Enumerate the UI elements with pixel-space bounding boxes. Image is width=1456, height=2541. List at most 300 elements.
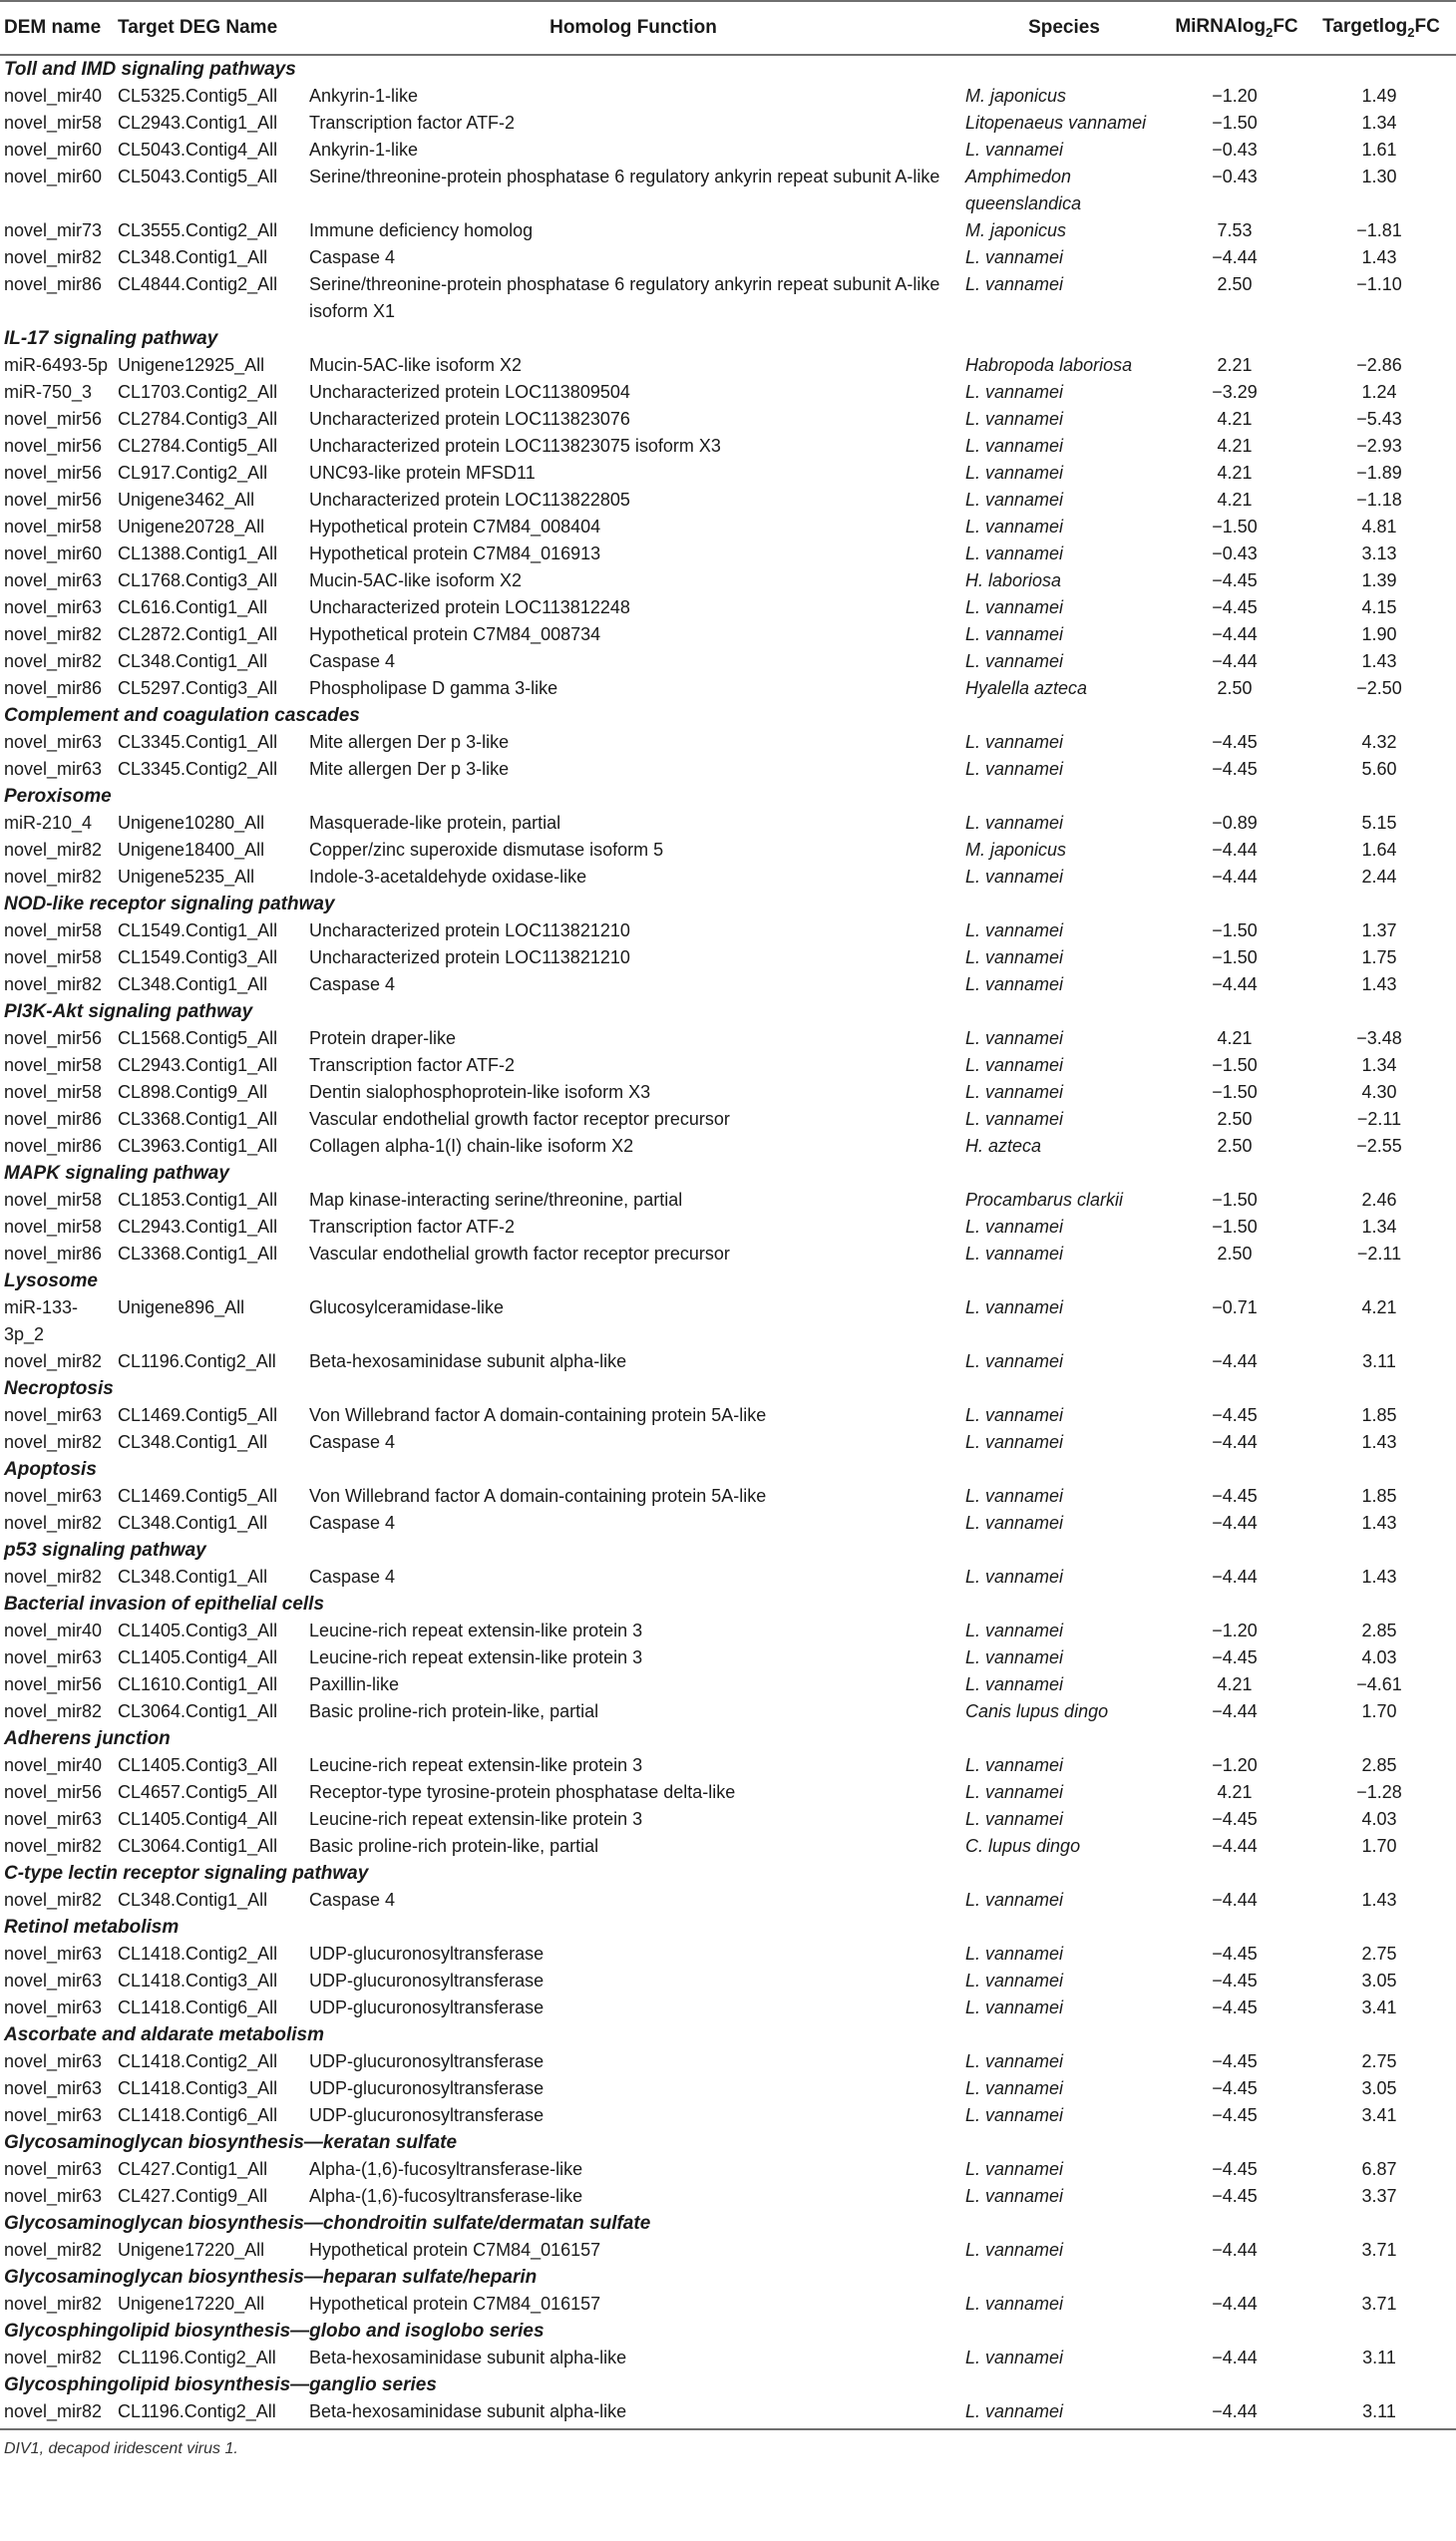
dem-name-cell: novel_mir56 [4, 490, 103, 510]
species-cell: L. vannamei [965, 2240, 1064, 2260]
target-deg-cell: CL348.Contig1_All [118, 1432, 268, 1452]
species-cell: L. vannamei [965, 1486, 1064, 1506]
target-log2fc-cell: 1.37 [1361, 920, 1397, 940]
table-row [0, 1618, 1456, 1644]
species-cell: L. vannamei [965, 2051, 1064, 2071]
section-title: Glycosaminoglycan biosynthesis—heparan sulfate/heparin [4, 2267, 538, 2288]
dem-name-cell: novel_mir58 [4, 920, 103, 940]
species-cell: L. vannamei [965, 651, 1064, 671]
mirna-log2fc-cell: −0.71 [1212, 1297, 1258, 1317]
table-row [0, 2102, 1456, 2129]
mirna-log2fc-cell: −4.44 [1212, 247, 1258, 267]
species-cell: L. vannamei [965, 1028, 1064, 1048]
target-deg-cell: CL4657.Contig5_All [118, 1782, 278, 1802]
dem-name-cell: novel_mir73 [4, 220, 103, 240]
target-deg-cell: Unigene18400_All [118, 840, 265, 860]
homolog-function-cell: Masquerade-like protein, partial [309, 813, 561, 833]
target-deg-cell: CL1196.Contig2_All [118, 1351, 276, 1371]
table-row [0, 1887, 1456, 1914]
dem-name-cell: novel_mir63 [4, 2078, 103, 2098]
mirna-log2fc-cell: 4.21 [1217, 1674, 1253, 1694]
mirna-log2fc-cell: −4.44 [1212, 1351, 1258, 1371]
target-log2fc-cell: 1.34 [1361, 1217, 1397, 1237]
mirna-log2fc-cell: −3.29 [1212, 382, 1258, 402]
homolog-function-cell: Indole-3-acetaldehyde oxidase-like [309, 867, 587, 887]
dem-name-cell: novel_mir63 [4, 597, 103, 617]
dem-name-cell: novel_mir56 [4, 1028, 103, 1048]
target-log2fc-cell: 1.85 [1361, 1486, 1397, 1506]
mirna-log2fc-cell: −4.44 [1212, 867, 1258, 887]
target-log2fc-cell: 3.37 [1361, 2186, 1397, 2206]
target-log2fc-cell: 1.90 [1361, 624, 1397, 644]
species-cell: L. vannamei [965, 463, 1064, 483]
species-cell: L. vannamei [965, 597, 1064, 617]
section-title: Ascorbate and aldarate metabolism [4, 2024, 324, 2045]
mirna-log2fc-cell: −4.44 [1212, 1513, 1258, 1533]
target-log2fc-cell: −2.50 [1356, 678, 1402, 698]
mirna-log2fc-cell: −4.45 [1212, 1647, 1258, 1667]
dem-name-cell: novel_mir63 [4, 2105, 103, 2125]
dem-name-cell: novel_mir63 [4, 732, 103, 752]
target-deg-cell: CL1196.Contig2_All [118, 2348, 276, 2367]
table-row [0, 971, 1456, 998]
dem-name-cell: novel_mir82 [4, 1432, 103, 1452]
section-title: Complement and coagulation cascades [4, 705, 360, 726]
section-title: Glycosphingolipid biosynthesis—ganglio series [4, 2374, 437, 2395]
target-log2fc-cell: −4.61 [1356, 1674, 1402, 1694]
species-cell: C. lupus dingo [965, 1836, 1081, 1856]
target-log2fc-cell: −2.55 [1356, 1136, 1402, 1156]
section-title: Toll and IMD signaling pathways [4, 59, 296, 80]
dem-name-cell: miR-6493-5p [4, 355, 109, 375]
target-deg-cell: CL348.Contig1_All [118, 651, 268, 671]
dem-name-cell: novel_mir82 [4, 1701, 103, 1721]
homolog-function-cell: Immune deficiency homolog [309, 220, 534, 240]
target-log2fc-cell: 3.05 [1361, 1971, 1397, 1991]
mirna-log2fc-cell: −4.45 [1212, 597, 1258, 617]
table-row [0, 944, 1456, 971]
mirna-log2fc-cell: −1.50 [1212, 947, 1258, 967]
target-deg-cell: CL1418.Contig6_All [118, 1997, 278, 2017]
species-cell: L. vannamei [965, 544, 1064, 563]
homolog-function-cell: UDP-glucuronosyltransferase [309, 1971, 545, 1991]
dem-name-cell: novel_mir82 [4, 1890, 103, 1910]
homolog-function-cell: Transcription factor ATF-2 [309, 1055, 516, 1075]
target-log2fc-cell: 4.03 [1361, 1647, 1397, 1667]
mirna-log2fc-cell: −4.45 [1212, 2051, 1258, 2071]
dem-name-cell: novel_mir60 [4, 140, 103, 160]
homolog-function-cell: Leucine-rich repeat extensin-like protein 3 [309, 1647, 643, 1667]
dem-name-cell: novel_mir60 [4, 544, 103, 563]
species-cell: L. vannamei [965, 1217, 1064, 1237]
section-header-row [0, 702, 1456, 729]
homolog-function-cell: Caspase 4 [309, 247, 396, 267]
table-row [0, 1995, 1456, 2021]
dem-name-cell: novel_mir60 [4, 167, 103, 186]
section-title: Necroptosis [4, 1378, 114, 1399]
table-row [0, 460, 1456, 487]
target-deg-cell: CL1418.Contig6_All [118, 2105, 278, 2125]
section-header-row [0, 2371, 1456, 2398]
target-log2fc-cell: 1.43 [1361, 1513, 1397, 1533]
target-log2fc-cell: −1.28 [1356, 1782, 1402, 1802]
target-deg-cell: CL898.Contig9_All [118, 1082, 268, 1102]
table-row [0, 1564, 1456, 1591]
section-title: IL-17 signaling pathway [4, 328, 218, 349]
species-cell: L. vannamei [965, 490, 1064, 510]
target-deg-cell: CL3064.Contig1_All [118, 1701, 278, 1721]
homolog-function-cell: Von Willebrand factor A domain-containing protein 5A-like [309, 1486, 767, 1506]
homolog-function-cell: Mite allergen Der p 3-like [309, 732, 510, 752]
homolog-function-cell: Ankyrin-1-like [309, 86, 419, 106]
homolog-function-cell: Uncharacterized protein LOC113812248 [309, 597, 630, 617]
mirna-log2fc-cell: 2.21 [1217, 355, 1253, 375]
homolog-function-cell: Mucin-5AC-like isoform X2 [309, 355, 523, 375]
mirna-log2fc-cell: −1.50 [1212, 920, 1258, 940]
table-row [0, 1968, 1456, 1995]
target-deg-cell: CL348.Contig1_All [118, 247, 268, 267]
homolog-function-cell: Caspase 4 [309, 1567, 396, 1587]
species-cell: L. vannamei [961, 2398, 1167, 2429]
dem-name-cell: miR-133-3p_2 [4, 1297, 79, 1344]
target-log2fc-cell: −5.43 [1356, 409, 1402, 429]
mirna-log2fc-cell: 2.50 [1217, 1109, 1253, 1129]
dem-name-cell: novel_mir86 [4, 274, 103, 294]
species-cell: L. vannamei [965, 1674, 1064, 1694]
dem-name-cell: novel_mir56 [4, 409, 103, 429]
dem-name-cell: novel_mir82 [4, 2294, 103, 2314]
table-row [0, 2398, 1456, 2429]
table-row [0, 137, 1456, 164]
target-deg-cell: CL2872.Contig1_All [118, 624, 278, 644]
table-row [0, 352, 1456, 379]
target-log2fc-cell: 1.43 [1361, 651, 1397, 671]
table-row [0, 1025, 1456, 1052]
target-log2fc-cell: 3.05 [1361, 2078, 1397, 2098]
species-cell: L. vannamei [965, 1405, 1064, 1425]
table-row [0, 1483, 1456, 1510]
mirna-log2fc-cell: −4.45 [1212, 1997, 1258, 2017]
target-deg-cell: Unigene17220_All [118, 2240, 265, 2260]
species-cell: L. vannamei [965, 1297, 1064, 1317]
table-row [0, 1294, 1456, 1348]
target-deg-cell: Unigene5235_All [118, 867, 255, 887]
table-body [0, 55, 1456, 2429]
target-deg-cell: CL1568.Contig5_All [118, 1028, 278, 1048]
dem-name-cell: novel_mir63 [4, 2051, 103, 2071]
mirna-log2fc-cell: −1.50 [1212, 1082, 1258, 1102]
target-log2fc-cell: 3.11 [1362, 2348, 1396, 2367]
table-row [0, 675, 1456, 702]
species-cell: M. japonicus [965, 220, 1067, 240]
mirna-log2fc-cell: −0.43 [1212, 544, 1258, 563]
mirna-log2fc-cell: −4.44 [1212, 1701, 1258, 1721]
section-header-row [0, 998, 1456, 1025]
target-deg-cell: CL3345.Contig2_All [118, 759, 278, 779]
species-cell: L. vannamei [965, 517, 1064, 537]
species-cell: L. vannamei [965, 2348, 1064, 2367]
target-deg-cell: CL1418.Contig3_All [118, 2078, 278, 2098]
species-cell: M. japonicus [965, 86, 1067, 106]
table-row [0, 1941, 1456, 1968]
target-log2fc-cell: 3.11 [1362, 1351, 1396, 1371]
target-deg-cell: CL348.Contig1_All [118, 1890, 268, 1910]
table-row [0, 2345, 1456, 2371]
species-cell: L. vannamei [965, 732, 1064, 752]
dem-name-cell: novel_mir58 [4, 113, 103, 133]
dem-name-cell: novel_mir86 [4, 1136, 103, 1156]
dem-name-cell: novel_mir86 [4, 1244, 103, 1264]
mirna-log2fc-cell: 2.50 [1217, 678, 1253, 698]
target-log2fc-cell: 2.85 [1361, 1621, 1397, 1640]
species-cell: L. vannamei [965, 1944, 1064, 1964]
species-cell: L. vannamei [965, 2105, 1064, 2125]
target-deg-cell: CL427.Contig9_All [118, 2186, 268, 2206]
species-cell: L. vannamei [965, 2294, 1064, 2314]
section-header-row [0, 1160, 1456, 1187]
target-deg-cell: CL1196.Contig2_All [114, 2398, 305, 2429]
species-cell: L. vannamei [965, 2186, 1064, 2206]
section-header-row [0, 1725, 1456, 1752]
target-log2fc-cell: 1.24 [1361, 382, 1397, 402]
target-log2fc-cell: 1.43 [1361, 1567, 1397, 1587]
table-row [0, 2237, 1456, 2264]
mirna-log2fc-cell: −4.45 [1212, 2186, 1258, 2206]
target-deg-cell: CL3963.Contig1_All [118, 1136, 278, 1156]
target-deg-cell: Unigene10280_All [118, 813, 265, 833]
table-row [0, 2048, 1456, 2075]
target-deg-cell: CL348.Contig1_All [118, 1567, 268, 1587]
target-deg-cell: CL1768.Contig3_All [118, 570, 278, 590]
species-cell: L. vannamei [965, 409, 1064, 429]
homolog-function-cell: UDP-glucuronosyltransferase [309, 1944, 545, 1964]
header-species: Species [961, 1, 1167, 55]
table-footnote: DIV1, decapod iridescent virus 1. [4, 2440, 238, 2457]
section-title: NOD-like receptor signaling pathway [4, 894, 335, 914]
section-header-row [0, 1456, 1456, 1483]
homolog-function-cell: Alpha-(1,6)-fucosyltransferase-like [309, 2159, 583, 2179]
mirna-log2fc-cell: −4.44 [1212, 1432, 1258, 1452]
homolog-function-cell: Caspase 4 [309, 1890, 396, 1910]
mirna-log2fc-cell: −4.45 [1212, 1809, 1258, 1829]
homolog-function-cell: Uncharacterized protein LOC113821210 [309, 947, 630, 967]
dem-name-cell: miR-750_3 [4, 382, 93, 402]
mirna-log2fc-cell: 2.50 [1217, 1244, 1253, 1264]
table-row [0, 837, 1456, 864]
species-cell: L. vannamei [965, 974, 1064, 994]
target-log2fc-cell: −1.18 [1356, 490, 1402, 510]
mirna-log2fc-cell: −1.20 [1212, 1755, 1258, 1775]
species-cell: L. vannamei [965, 1782, 1064, 1802]
table-row [0, 1348, 1456, 1375]
section-title: Glycosphingolipid biosynthesis—globo and isoglobo series [4, 2321, 545, 2342]
section-title: C-type lectin receptor signaling pathway [4, 1863, 369, 1884]
target-deg-cell: CL3345.Contig1_All [118, 732, 278, 752]
homolog-function-cell: Uncharacterized protein LOC113822805 [309, 490, 630, 510]
dem-name-cell: novel_mir58 [4, 517, 103, 537]
mirna-log2fc-cell: −4.45 [1212, 1486, 1258, 1506]
mirna-log2fc-cell: −4.44 [1212, 840, 1258, 860]
target-log2fc-cell: 3.11 [1306, 2398, 1456, 2429]
target-deg-cell: CL2784.Contig5_All [118, 436, 278, 456]
dem-name-cell: novel_mir86 [4, 1109, 103, 1129]
target-log2fc-cell: 2.46 [1361, 1190, 1397, 1210]
dem-name-cell: novel_mir63 [4, 570, 103, 590]
species-cell: H. azteca [965, 1136, 1042, 1156]
table-row [0, 2183, 1456, 2210]
homolog-function-cell: Beta-hexosaminidase subunit alpha-like [305, 2398, 961, 2429]
section-header-row [0, 1591, 1456, 1618]
target-log2fc-cell: 1.34 [1361, 1055, 1397, 1075]
mirna-log2fc-cell: −4.44 [1212, 1836, 1258, 1856]
species-cell: L. vannamei [965, 920, 1064, 940]
table-row [0, 1106, 1456, 1133]
species-cell: L. vannamei [965, 1567, 1064, 1587]
table-row [0, 514, 1456, 541]
target-log2fc-cell: 2.44 [1361, 867, 1397, 887]
target-deg-cell: Unigene3462_All [118, 490, 255, 510]
header-dem-name: DEM name [0, 1, 114, 55]
dem-name-cell: novel_mir40 [4, 86, 103, 106]
species-cell: L. vannamei [965, 1971, 1064, 1991]
table-row [0, 810, 1456, 837]
dem-name-cell: novel_mir82 [4, 867, 103, 887]
mirna-log2fc-cell: 4.21 [1217, 1028, 1253, 1048]
table-row [0, 1833, 1456, 1860]
species-cell: L. vannamei [965, 1997, 1064, 2017]
section-title: PI3K-Akt signaling pathway [4, 1001, 253, 1022]
target-log2fc-cell: 1.61 [1361, 140, 1397, 160]
table-row [0, 621, 1456, 648]
mirna-log2fc-cell: −1.50 [1212, 113, 1258, 133]
section-header-row [0, 2210, 1456, 2237]
mirna-log2fc-cell: −4.45 [1212, 759, 1258, 779]
homolog-function-cell: Protein draper-like [309, 1028, 457, 1048]
mirna-log2fc-cell: −1.50 [1212, 1217, 1258, 1237]
table-row [0, 1698, 1456, 1725]
homolog-function-cell: Copper/zinc superoxide dismutase isoform 5 [309, 840, 664, 860]
table-row [0, 2291, 1456, 2318]
target-deg-cell: CL1853.Contig1_All [118, 1190, 278, 1210]
species-cell: L. vannamei [965, 2159, 1064, 2179]
target-log2fc-cell: −2.93 [1356, 436, 1402, 456]
table-row [0, 1133, 1456, 1160]
homolog-function-cell: Caspase 4 [309, 1513, 396, 1533]
homolog-function-cell: Hypothetical protein C7M84_016157 [309, 2240, 601, 2260]
target-deg-cell: CL917.Contig2_All [118, 463, 268, 483]
homolog-function-cell: UNC93-like protein MFSD11 [309, 463, 536, 483]
target-log2fc-cell: 3.41 [1361, 1997, 1397, 2017]
homolog-function-cell: Beta-hexosaminidase subunit alpha-like [309, 1351, 627, 1371]
homolog-function-cell: Vascular endothelial growth factor receptor precursor [309, 1109, 730, 1129]
target-deg-cell: CL1418.Contig2_All [118, 2051, 278, 2071]
dem-name-cell: novel_mir63 [4, 2186, 103, 2206]
mirna-log2fc-cell: −4.45 [1212, 1971, 1258, 1991]
species-cell: L. vannamei [965, 140, 1064, 160]
mirna-log2fc-cell: −1.50 [1212, 1055, 1258, 1075]
target-log2fc-cell: 2.75 [1361, 1944, 1397, 1964]
table-row [0, 594, 1456, 621]
section-title: Retinol metabolism [4, 1917, 180, 1938]
dem-name-cell: novel_mir63 [4, 1647, 103, 1667]
dem-name-cell: novel_mir40 [4, 1755, 103, 1775]
mirna-log2fc-cell: −1.20 [1212, 86, 1258, 106]
target-log2fc-cell: 3.71 [1361, 2294, 1397, 2314]
homolog-function-cell: Caspase 4 [309, 1432, 396, 1452]
dem-name-cell: novel_mir82 [4, 1836, 103, 1856]
target-log2fc-cell: 4.21 [1361, 1297, 1397, 1317]
homolog-function-cell: Alpha-(1,6)-fucosyltransferase-like [309, 2186, 583, 2206]
homolog-function-cell: Receptor-type tyrosine-protein phosphatase delta-like [309, 1782, 736, 1802]
target-deg-cell: CL1405.Contig3_All [118, 1755, 278, 1775]
section-title: Glycosaminoglycan biosynthesis—chondroitin sulfate/dermatan sulfate [4, 2213, 651, 2234]
homolog-function-cell: Uncharacterized protein LOC113809504 [309, 382, 630, 402]
mirna-log2fc-cell: −0.43 [1212, 167, 1258, 186]
dem-name-cell: novel_mir82 [4, 840, 103, 860]
section-header-row [0, 325, 1456, 352]
mirna-log2fc-cell: −1.50 [1212, 1190, 1258, 1210]
homolog-function-cell: Basic proline-rich protein-like, partial [309, 1836, 599, 1856]
mirna-log2fc-cell: −4.44 [1212, 2240, 1258, 2260]
homolog-function-cell: Glucosylceramidase-like [309, 1297, 505, 1317]
target-deg-cell: CL1388.Contig1_All [118, 544, 278, 563]
target-log2fc-cell: 4.32 [1361, 732, 1397, 752]
target-log2fc-cell: 3.41 [1361, 2105, 1397, 2125]
target-deg-cell: CL427.Contig1_All [118, 2159, 268, 2179]
target-log2fc-cell: 6.87 [1361, 2159, 1397, 2179]
dem-name-cell: novel_mir82 [4, 1567, 103, 1587]
mirna-log2fc-cell: −0.89 [1212, 813, 1258, 833]
table-row [0, 1779, 1456, 1806]
target-log2fc-cell: 2.75 [1361, 2051, 1397, 2071]
table-row [0, 756, 1456, 783]
mirna-log2fc-cell: 7.53 [1217, 220, 1253, 240]
dem-name-cell: novel_mir56 [4, 1674, 103, 1694]
species-cell: L. vannamei [965, 1432, 1064, 1452]
target-deg-cell: CL1610.Contig1_All [118, 1674, 278, 1694]
target-deg-cell: CL4844.Contig2_All [118, 274, 278, 294]
target-log2fc-cell: 5.15 [1361, 813, 1397, 833]
mirna-log2fc-cell: −4.44 [1212, 974, 1258, 994]
target-log2fc-cell: 4.30 [1361, 1082, 1397, 1102]
dem-name-cell: novel_mir56 [4, 463, 103, 483]
target-deg-cell: CL1549.Contig3_All [118, 947, 278, 967]
homolog-function-cell: Hypothetical protein C7M84_008404 [309, 517, 601, 537]
section-title: Glycosaminoglycan biosynthesis—keratan sulfate [4, 2132, 458, 2153]
homolog-function-cell: Paxillin-like [309, 1674, 400, 1694]
section-title: Peroxisome [4, 786, 112, 807]
section-title: Bacterial invasion of epithelial cells [4, 1594, 325, 1615]
dem-name-cell: novel_mir82 [4, 247, 103, 267]
target-log2fc-cell: 1.43 [1361, 1432, 1397, 1452]
species-cell: Canis lupus dingo [965, 1701, 1109, 1721]
table-row [0, 110, 1456, 137]
dem-name-cell: novel_mir63 [4, 1486, 103, 1506]
target-log2fc-cell: −1.10 [1356, 274, 1402, 294]
target-deg-cell: CL1469.Contig5_All [118, 1486, 278, 1506]
species-cell: H. laboriosa [965, 570, 1062, 590]
target-deg-cell: CL2943.Contig1_All [118, 1217, 278, 1237]
section-header-row [0, 1914, 1456, 1941]
mirna-log2fc-cell: −4.45 [1212, 2078, 1258, 2098]
dem-name-cell: novel_mir58 [4, 1082, 103, 1102]
mirna-log2fc-cell: 4.21 [1217, 463, 1253, 483]
table-row [0, 1214, 1456, 1241]
table-row [0, 406, 1456, 433]
table-row [0, 1402, 1456, 1429]
target-deg-cell: CL2943.Contig1_All [118, 113, 278, 133]
table-row [0, 648, 1456, 675]
